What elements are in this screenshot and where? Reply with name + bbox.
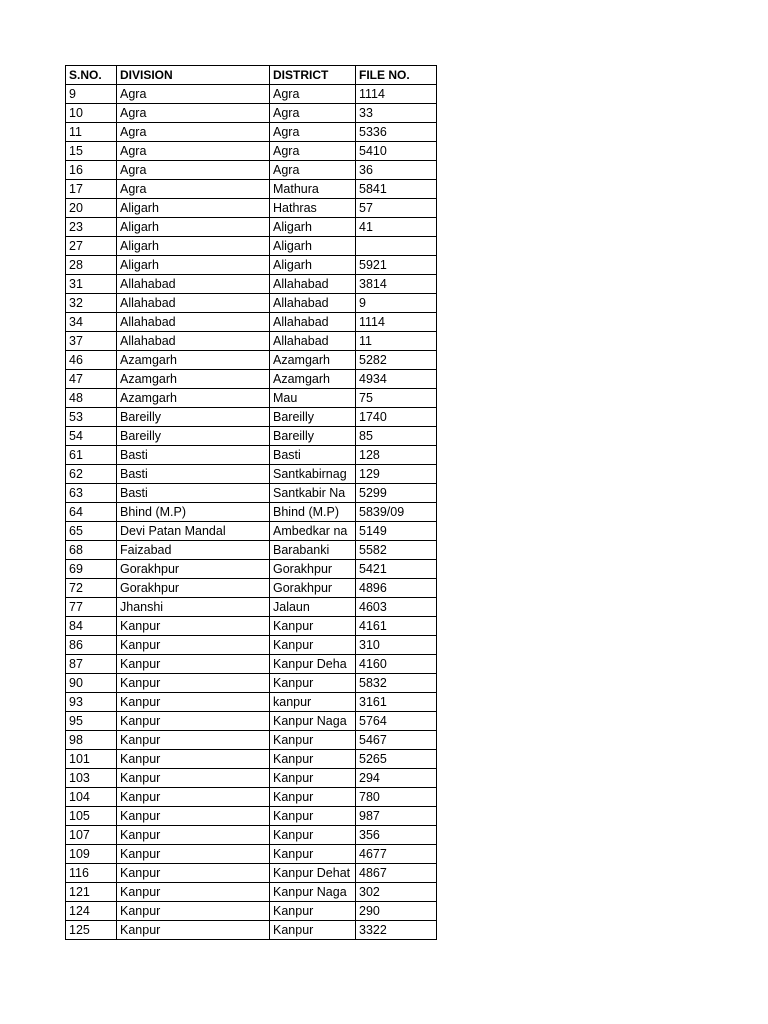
table-row — [66, 636, 437, 655]
cell-division: Gorakhpur — [117, 579, 270, 598]
cell-sno: 34 — [66, 313, 117, 332]
table-row — [66, 883, 437, 902]
cell-sno: 121 — [66, 883, 117, 902]
cell-district: Gorakhpur — [270, 560, 356, 579]
cell-division: Kanpur — [117, 617, 270, 636]
table-header — [66, 66, 437, 85]
cell-file-no: 3322 — [356, 921, 437, 940]
cell-district: Hathras — [270, 199, 356, 218]
cell-district: Bhind (M.P) — [270, 503, 356, 522]
cell-division: Aligarh — [117, 256, 270, 275]
cell-district: Allahabad — [270, 294, 356, 313]
cell-sno: 63 — [66, 484, 117, 503]
cell-district: Kanpur Naga — [270, 883, 356, 902]
cell-sno: 61 — [66, 446, 117, 465]
cell-sno: 105 — [66, 807, 117, 826]
cell-district: Allahabad — [270, 275, 356, 294]
cell-sno: 31 — [66, 275, 117, 294]
cell-file-no: 129 — [356, 465, 437, 484]
cell-file-no: 3814 — [356, 275, 437, 294]
cell-division: Agra — [117, 85, 270, 104]
cell-file-no: 11 — [356, 332, 437, 351]
cell-file-no: 128 — [356, 446, 437, 465]
cell-file-no: 4896 — [356, 579, 437, 598]
cell-file-no: 5299 — [356, 484, 437, 503]
cell-sno: 28 — [66, 256, 117, 275]
cell-sno: 11 — [66, 123, 117, 142]
table-row — [66, 731, 437, 750]
cell-file-no: 1740 — [356, 408, 437, 427]
cell-sno: 101 — [66, 750, 117, 769]
cell-sno: 87 — [66, 655, 117, 674]
table-row — [66, 484, 437, 503]
cell-division: Aligarh — [117, 199, 270, 218]
table-row — [66, 256, 437, 275]
table-row — [66, 826, 437, 845]
cell-division: Agra — [117, 142, 270, 161]
cell-file-no: 4677 — [356, 845, 437, 864]
cell-file-no: 302 — [356, 883, 437, 902]
cell-division: Bhind (M.P) — [117, 503, 270, 522]
cell-district: Kanpur — [270, 674, 356, 693]
table-row — [66, 237, 437, 256]
table-body — [66, 85, 437, 940]
cell-district: Kanpur — [270, 750, 356, 769]
cell-file-no: 356 — [356, 826, 437, 845]
cell-sno: 103 — [66, 769, 117, 788]
cell-file-no: 41 — [356, 218, 437, 237]
cell-file-no: 5410 — [356, 142, 437, 161]
cell-division: Kanpur — [117, 826, 270, 845]
table-row — [66, 845, 437, 864]
cell-district: Kanpur Dehat — [270, 864, 356, 883]
cell-division: Basti — [117, 465, 270, 484]
table-row — [66, 655, 437, 674]
cell-sno: 116 — [66, 864, 117, 883]
cell-division: Allahabad — [117, 294, 270, 313]
cell-district: kanpur — [270, 693, 356, 712]
cell-sno: 90 — [66, 674, 117, 693]
cell-file-no: 4934 — [356, 370, 437, 389]
cell-division: Kanpur — [117, 636, 270, 655]
table-row — [66, 161, 437, 180]
table-row — [66, 313, 437, 332]
cell-file-no: 5149 — [356, 522, 437, 541]
cell-district: Bareilly — [270, 408, 356, 427]
cell-sno: 65 — [66, 522, 117, 541]
table-row — [66, 864, 437, 883]
cell-file-no: 310 — [356, 636, 437, 655]
table-row — [66, 294, 437, 313]
cell-sno: 72 — [66, 579, 117, 598]
cell-division: Allahabad — [117, 275, 270, 294]
table-row — [66, 123, 437, 142]
cell-division: Bareilly — [117, 427, 270, 446]
cell-district: Aligarh — [270, 237, 356, 256]
table-row — [66, 693, 437, 712]
cell-sno: 54 — [66, 427, 117, 446]
cell-sno: 104 — [66, 788, 117, 807]
cell-file-no: 5921 — [356, 256, 437, 275]
cell-file-no — [356, 237, 437, 256]
cell-file-no: 780 — [356, 788, 437, 807]
cell-division: Agra — [117, 123, 270, 142]
table-row — [66, 370, 437, 389]
cell-division: Azamgarh — [117, 351, 270, 370]
cell-district: Kanpur — [270, 788, 356, 807]
cell-district: Santkabirnag — [270, 465, 356, 484]
cell-division: Kanpur — [117, 864, 270, 883]
cell-district: Azamgarh — [270, 370, 356, 389]
cell-sno: 124 — [66, 902, 117, 921]
cell-sno: 37 — [66, 332, 117, 351]
cell-division: Kanpur — [117, 731, 270, 750]
cell-sno: 46 — [66, 351, 117, 370]
cell-sno: 98 — [66, 731, 117, 750]
table-row — [66, 389, 437, 408]
cell-district: Agra — [270, 142, 356, 161]
header-file-no: FILE NO. — [356, 66, 437, 85]
table-row — [66, 104, 437, 123]
cell-district: Gorakhpur — [270, 579, 356, 598]
cell-district: Kanpur — [270, 902, 356, 921]
cell-division: Jhanshi — [117, 598, 270, 617]
cell-sno: 93 — [66, 693, 117, 712]
cell-district: Kanpur — [270, 921, 356, 940]
cell-file-no: 5764 — [356, 712, 437, 731]
cell-district: Mathura — [270, 180, 356, 199]
cell-division: Basti — [117, 484, 270, 503]
cell-division: Kanpur — [117, 750, 270, 769]
cell-file-no: 5582 — [356, 541, 437, 560]
cell-sno: 47 — [66, 370, 117, 389]
cell-file-no: 5839/09 — [356, 503, 437, 522]
table-row — [66, 465, 437, 484]
cell-sno: 15 — [66, 142, 117, 161]
cell-district: Agra — [270, 104, 356, 123]
cell-district: Kanpur — [270, 617, 356, 636]
cell-division: Azamgarh — [117, 389, 270, 408]
cell-district: Kanpur — [270, 845, 356, 864]
table-row — [66, 85, 437, 104]
table-row — [66, 275, 437, 294]
cell-file-no: 5832 — [356, 674, 437, 693]
cell-file-no: 1114 — [356, 313, 437, 332]
cell-division: Faizabad — [117, 541, 270, 560]
cell-sno: 20 — [66, 199, 117, 218]
table-row — [66, 674, 437, 693]
cell-file-no: 294 — [356, 769, 437, 788]
cell-division: Kanpur — [117, 693, 270, 712]
cell-sno: 27 — [66, 237, 117, 256]
cell-file-no: 5467 — [356, 731, 437, 750]
table-row — [66, 142, 437, 161]
cell-district: Kanpur — [270, 807, 356, 826]
table-row — [66, 408, 437, 427]
cell-division: Kanpur — [117, 655, 270, 674]
cell-division: Kanpur — [117, 807, 270, 826]
cell-sno: 53 — [66, 408, 117, 427]
cell-file-no: 5265 — [356, 750, 437, 769]
cell-division: Bareilly — [117, 408, 270, 427]
table-row — [66, 522, 437, 541]
cell-district: Azamgarh — [270, 351, 356, 370]
cell-file-no: 36 — [356, 161, 437, 180]
cell-division: Aligarh — [117, 218, 270, 237]
table-row — [66, 902, 437, 921]
table-row — [66, 427, 437, 446]
cell-division: Kanpur — [117, 883, 270, 902]
cell-district: Bareilly — [270, 427, 356, 446]
cell-sno: 125 — [66, 921, 117, 940]
cell-division: Aligarh — [117, 237, 270, 256]
table-row — [66, 807, 437, 826]
data-table — [65, 65, 437, 940]
cell-division: Gorakhpur — [117, 560, 270, 579]
cell-file-no: 57 — [356, 199, 437, 218]
cell-file-no: 5336 — [356, 123, 437, 142]
cell-file-no: 987 — [356, 807, 437, 826]
cell-file-no: 5282 — [356, 351, 437, 370]
cell-sno: 16 — [66, 161, 117, 180]
cell-file-no: 75 — [356, 389, 437, 408]
cell-district: Agra — [270, 161, 356, 180]
cell-sno: 77 — [66, 598, 117, 617]
table-row — [66, 617, 437, 636]
cell-division: Azamgarh — [117, 370, 270, 389]
cell-district: Kanpur — [270, 636, 356, 655]
table-row — [66, 579, 437, 598]
cell-division: Basti — [117, 446, 270, 465]
header-division: DIVISION — [117, 66, 270, 85]
cell-sno: 17 — [66, 180, 117, 199]
cell-district: Allahabad — [270, 313, 356, 332]
cell-sno: 10 — [66, 104, 117, 123]
cell-division: Kanpur — [117, 845, 270, 864]
cell-file-no: 33 — [356, 104, 437, 123]
cell-sno: 84 — [66, 617, 117, 636]
cell-district: Kanpur Deha — [270, 655, 356, 674]
cell-file-no: 290 — [356, 902, 437, 921]
cell-division: Agra — [117, 104, 270, 123]
cell-file-no: 4161 — [356, 617, 437, 636]
header-sno: S.NO. — [66, 66, 117, 85]
cell-district: Aligarh — [270, 218, 356, 237]
table-row — [66, 218, 437, 237]
cell-file-no: 4160 — [356, 655, 437, 674]
cell-file-no: 5841 — [356, 180, 437, 199]
cell-division: Agra — [117, 161, 270, 180]
table-row — [66, 180, 437, 199]
table-row — [66, 769, 437, 788]
cell-file-no: 5421 — [356, 560, 437, 579]
cell-division: Kanpur — [117, 788, 270, 807]
cell-sno: 86 — [66, 636, 117, 655]
cell-division: Allahabad — [117, 313, 270, 332]
cell-district: Allahabad — [270, 332, 356, 351]
cell-sno: 32 — [66, 294, 117, 313]
table-row — [66, 750, 437, 769]
cell-file-no: 85 — [356, 427, 437, 446]
cell-sno: 62 — [66, 465, 117, 484]
cell-district: Kanpur — [270, 731, 356, 750]
cell-sno: 69 — [66, 560, 117, 579]
table-row — [66, 541, 437, 560]
cell-division: Allahabad — [117, 332, 270, 351]
cell-district: Ambedkar na — [270, 522, 356, 541]
table-row — [66, 503, 437, 522]
cell-district: Agra — [270, 123, 356, 142]
table-row — [66, 712, 437, 731]
cell-sno: 109 — [66, 845, 117, 864]
cell-file-no: 9 — [356, 294, 437, 313]
table-row — [66, 788, 437, 807]
cell-sno: 107 — [66, 826, 117, 845]
cell-division: Devi Patan Mandal — [117, 522, 270, 541]
cell-file-no: 4603 — [356, 598, 437, 617]
cell-division: Kanpur — [117, 674, 270, 693]
cell-district: Mau — [270, 389, 356, 408]
cell-file-no: 4867 — [356, 864, 437, 883]
cell-sno: 95 — [66, 712, 117, 731]
table-row — [66, 446, 437, 465]
cell-sno: 9 — [66, 85, 117, 104]
cell-district: Barabanki — [270, 541, 356, 560]
cell-file-no: 1114 — [356, 85, 437, 104]
cell-district: Basti — [270, 446, 356, 465]
header-row — [66, 66, 437, 85]
cell-file-no: 3161 — [356, 693, 437, 712]
cell-district: Aligarh — [270, 256, 356, 275]
cell-district: Kanpur — [270, 826, 356, 845]
table-row — [66, 598, 437, 617]
table-row — [66, 351, 437, 370]
cell-district: Santkabir Na — [270, 484, 356, 503]
cell-division: Kanpur — [117, 769, 270, 788]
cell-sno: 48 — [66, 389, 117, 408]
cell-division: Agra — [117, 180, 270, 199]
cell-district: Kanpur — [270, 769, 356, 788]
table-row — [66, 560, 437, 579]
cell-district: Jalaun — [270, 598, 356, 617]
cell-sno: 64 — [66, 503, 117, 522]
table-row — [66, 332, 437, 351]
cell-sno: 23 — [66, 218, 117, 237]
table-row — [66, 921, 437, 940]
cell-division: Kanpur — [117, 921, 270, 940]
cell-district: Agra — [270, 85, 356, 104]
cell-division: Kanpur — [117, 902, 270, 921]
cell-division: Kanpur — [117, 712, 270, 731]
table-row — [66, 199, 437, 218]
cell-sno: 68 — [66, 541, 117, 560]
header-district: DISTRICT — [270, 66, 356, 85]
cell-district: Kanpur Naga — [270, 712, 356, 731]
